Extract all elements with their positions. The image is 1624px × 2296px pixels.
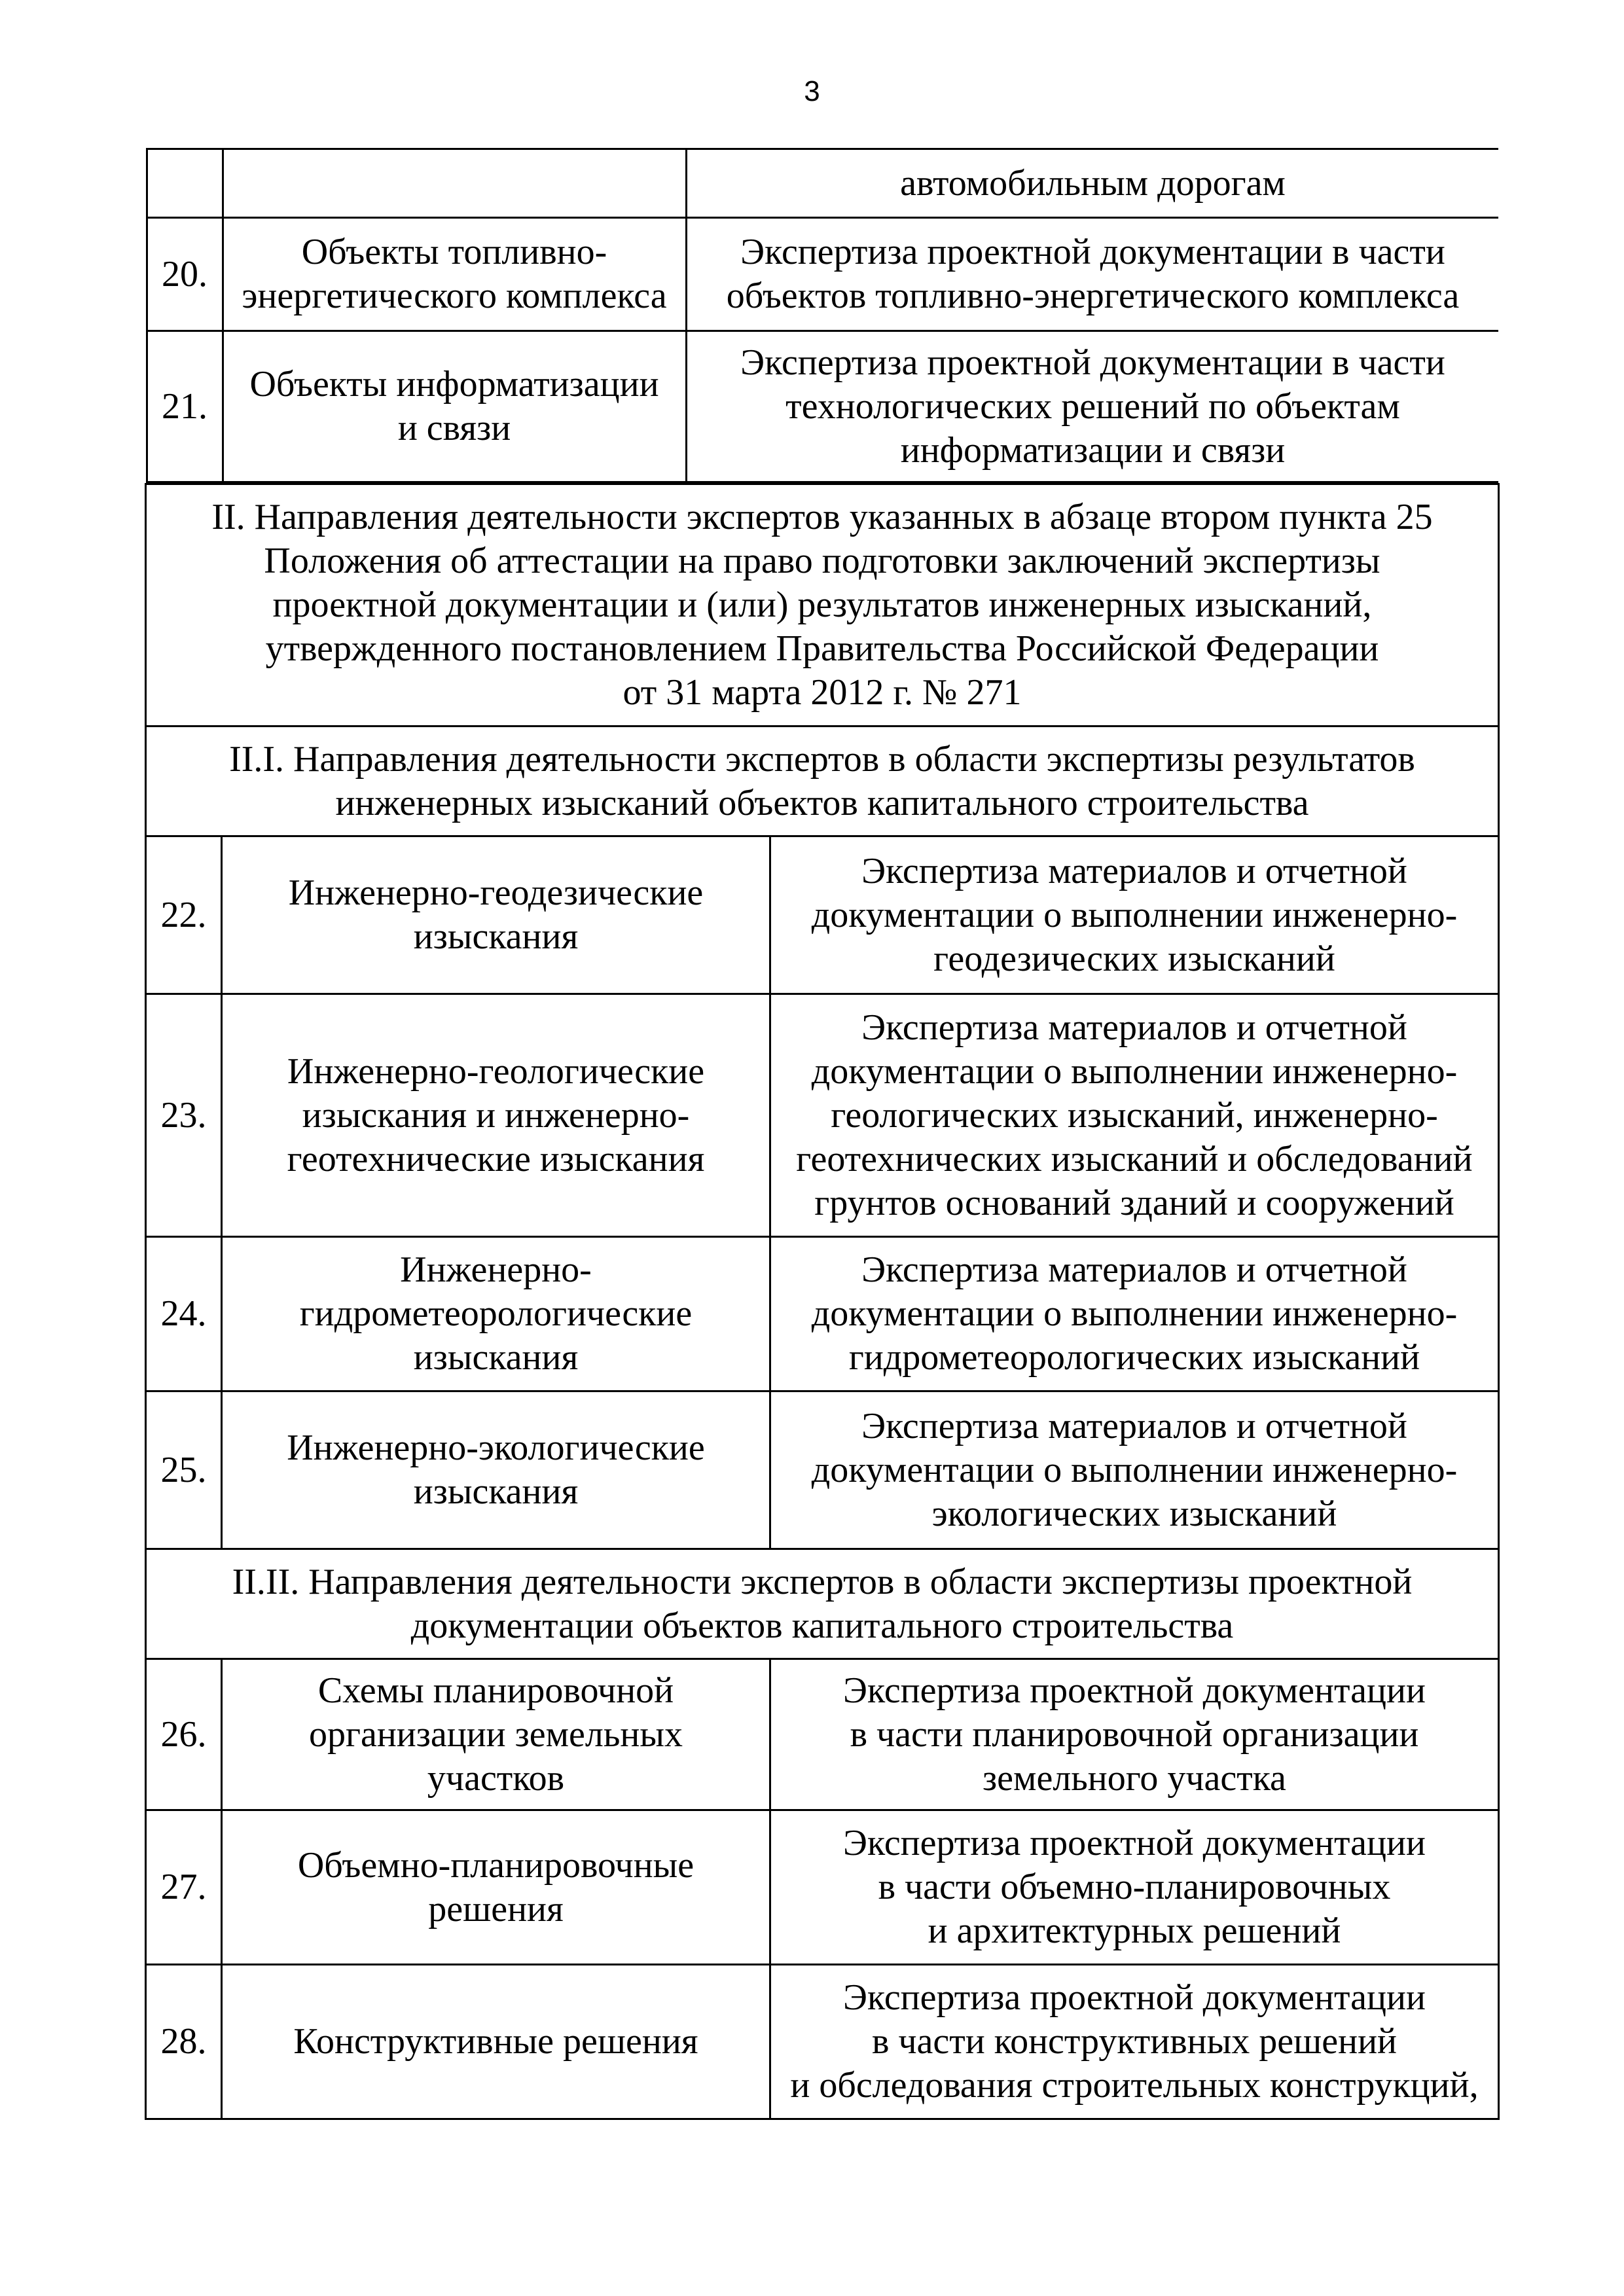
- table-row: [147, 149, 1498, 218]
- text-line: инженерных изысканий объектов капитального строительства: [335, 782, 1309, 823]
- object-cell: [222, 836, 770, 994]
- text-line: документации объектов капитального строительства: [410, 1605, 1234, 1646]
- object-cell: [222, 1810, 770, 1965]
- expertise-cell: [770, 1810, 1499, 1965]
- text-line: Объемно-планировочные: [297, 1844, 695, 1886]
- section-heading-row: [146, 726, 1499, 836]
- text-line: грунтов оснований зданий и сооружений: [814, 1182, 1454, 1223]
- object-cell: [222, 994, 770, 1237]
- text-line: документации о выполнении инженерно-: [811, 1293, 1458, 1334]
- row-number: 28.: [146, 1965, 222, 2119]
- text-line: изыскания: [413, 1337, 579, 1378]
- section-heading: [146, 484, 1499, 726]
- expertise-cell: [686, 331, 1498, 482]
- expertise-cell: [770, 1237, 1499, 1391]
- text-line: Объекты топливно-: [301, 232, 607, 272]
- text-line: геотехнические изыскания: [287, 1138, 705, 1179]
- expertise-cell: [770, 836, 1499, 994]
- text-line: информатизации и связи: [900, 429, 1286, 471]
- experts-directions-table: [145, 148, 1500, 2120]
- section-heading-row: [146, 1549, 1499, 1659]
- text-line: Инженерно-экологические: [287, 1427, 705, 1468]
- text-line: изыскания: [413, 1471, 579, 1512]
- object-cell: [223, 149, 686, 218]
- text-line: Экспертиза проектной документации в части: [740, 232, 1445, 272]
- text-line: документации о выполнении инженерно-: [811, 1449, 1458, 1490]
- text-line: и связи: [397, 408, 511, 448]
- text-line: гидрометеорологические: [299, 1293, 693, 1334]
- row-number: 24.: [146, 1237, 222, 1391]
- text-line: земельного участка: [983, 1757, 1286, 1799]
- text-line: Конструктивные решения: [293, 2021, 698, 2062]
- text-line: геодезических изысканий: [933, 938, 1335, 979]
- text-line: Экспертиза материалов и отчетной: [861, 1007, 1407, 1048]
- table-row: [147, 331, 1498, 482]
- expertise-cell: [770, 1965, 1499, 2119]
- table-row: [147, 218, 1498, 331]
- text-line: экологических изысканий: [931, 1493, 1337, 1534]
- row-number: [147, 149, 223, 218]
- text-line: Схемы планировочной: [317, 1670, 674, 1711]
- text-line: изыскания: [413, 916, 579, 957]
- text-line: в части планировочной организации: [850, 1713, 1419, 1755]
- object-cell: [222, 1391, 770, 1549]
- text-line: автомобильным дорогам: [900, 162, 1286, 204]
- text-line: участков: [427, 1757, 565, 1799]
- text-line: Объекты информатизации: [249, 364, 659, 404]
- text-line: Положения об аттестации на право подготовки заключений экспертизы: [264, 541, 1380, 581]
- section-heading-row: [146, 484, 1499, 726]
- text-line: II.II. Направления деятельности экспертов в области экспертизы проектной: [232, 1561, 1413, 1602]
- section-heading: [146, 1549, 1499, 1659]
- expertise-cell: [770, 994, 1499, 1237]
- row-number: 26.: [146, 1659, 222, 1810]
- text-line: проектной документации и (или) результатов инженерных изысканий,: [272, 584, 1372, 625]
- table-row: [146, 1810, 1499, 1965]
- text-line: в части объемно-планировочных: [878, 1867, 1391, 1907]
- table-row: [146, 148, 1499, 484]
- text-line: в части конструктивных решений: [871, 2021, 1397, 2062]
- text-line: Экспертиза проектной документации в части: [740, 342, 1445, 383]
- table-row: [146, 1391, 1499, 1549]
- text-line: изыскания и инженерно-: [302, 1094, 690, 1136]
- text-line: решения: [428, 1888, 564, 1929]
- section-heading: [146, 726, 1499, 836]
- object-cell: [222, 1965, 770, 2119]
- text-line: и архитектурных решений: [928, 1910, 1341, 1951]
- page-number: 3: [804, 75, 820, 107]
- expertise-cell: [686, 149, 1498, 218]
- text-line: Инженерно-: [400, 1249, 592, 1290]
- text-line: документации о выполнении инженерно-: [811, 1050, 1458, 1092]
- text-line: документации о выполнении инженерно-: [811, 894, 1458, 935]
- text-line: технологических решений по объектам: [785, 386, 1400, 427]
- text-line: Экспертиза материалов и отчетной: [861, 850, 1407, 891]
- table-row: [146, 1965, 1499, 2119]
- text-line: от 31 марта 2012 г. № 271: [623, 672, 1022, 713]
- expertise-cell: [770, 1659, 1499, 1810]
- text-line: объектов топливно-энергетического комплекса: [726, 276, 1460, 316]
- text-line: Инженерно-геологические: [287, 1050, 705, 1092]
- text-line: Инженерно-геодезические: [288, 872, 704, 913]
- text-line: Экспертиза проектной документации: [843, 1823, 1426, 1863]
- text-line: Экспертиза проектной документации: [843, 1670, 1426, 1711]
- row-number: 22.: [146, 836, 222, 994]
- object-cell: [223, 218, 686, 331]
- row-number: 20.: [147, 218, 223, 331]
- text-line: гидрометеорологических изысканий: [848, 1337, 1420, 1378]
- expertise-cell: [770, 1391, 1499, 1549]
- text-line: II. Направления деятельности экспертов указанных в абзаце втором пункта 25: [211, 497, 1433, 537]
- row-number: 25.: [146, 1391, 222, 1549]
- text-line: Экспертиза материалов и отчетной: [861, 1405, 1407, 1446]
- row-number: 23.: [146, 994, 222, 1237]
- text-line: Экспертиза проектной документации: [843, 1977, 1426, 2018]
- text-line: организации земельных: [309, 1713, 683, 1755]
- text-line: и обследования строительных конструкций,: [790, 2065, 1479, 2106]
- row-number: 27.: [146, 1810, 222, 1965]
- table-row: [146, 1237, 1499, 1391]
- text-line: энергетического комплекса: [242, 276, 667, 316]
- table-row: [146, 836, 1499, 994]
- row-number: 21.: [147, 331, 223, 482]
- object-cell: [222, 1659, 770, 1810]
- text-line: Экспертиза материалов и отчетной: [861, 1249, 1407, 1290]
- text-line: геотехнических изысканий и обследований: [796, 1138, 1473, 1179]
- text-line: II.I. Направления деятельности экспертов в области экспертизы результатов: [229, 738, 1415, 780]
- object-cell: [222, 1237, 770, 1391]
- text-line: геологических изысканий, инженерно-: [831, 1094, 1438, 1136]
- text-line: утвержденного постановлением Правительства Российской Федерации: [265, 628, 1379, 669]
- object-cell: [223, 331, 686, 482]
- expertise-cell: [686, 218, 1498, 331]
- table-row: [146, 1659, 1499, 1810]
- table-row: [146, 994, 1499, 1237]
- upper-subtable: [146, 148, 1499, 483]
